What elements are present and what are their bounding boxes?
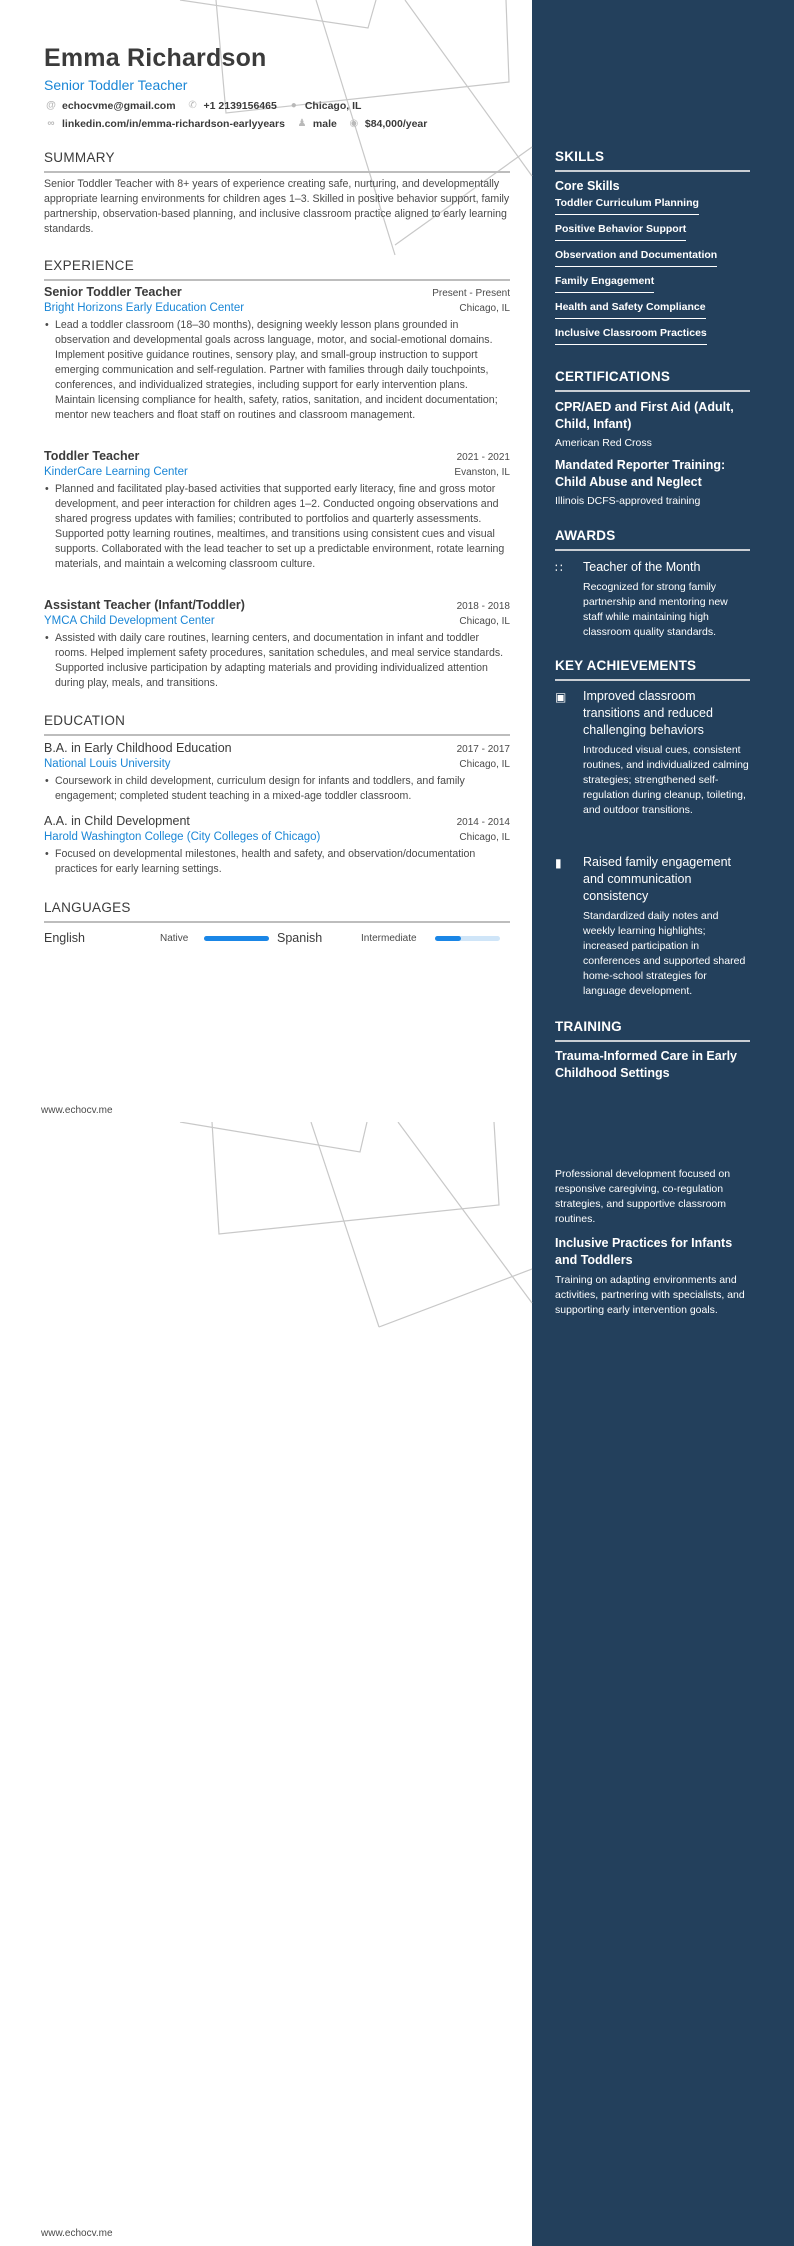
school: National Louis University [44,758,171,770]
job-bullet: • Planned and facilitated play-based activities that supported early literacy, fine and gross motor development, and peer interaction for children ages 1–2. Conducted ongoing observations and shared progress updates with families; contributed to portfolios and quarterly assessments. Supported potty learning routines, mealtimes, and transitions using consistent cues and visual supports. Collaborated with the lead teacher to set up a predictable environment, rotate learning materials, and maintain a welcoming classroom culture. [44,482,510,572]
job-location: Chicago, IL [459,616,510,627]
language-bar-fill [435,936,461,941]
contact-linkedin[interactable] [44,118,285,130]
contact-phone[interactable] [186,100,277,112]
job-company: Bright Horizons Early Education Center [44,302,245,314]
candidate-title: Senior Toddler Teacher [44,77,188,93]
skill-item: Inclusive Classroom Practices [555,327,707,345]
experience-item [44,285,510,423]
location-text: Chicago, IL [304,100,362,112]
certification-issuer: American Red Cross [555,437,652,449]
salary-text: $84,000/year [364,118,428,130]
experience-item [44,598,510,691]
contact-email[interactable] [44,100,176,112]
experience-item [44,449,510,572]
skills-group-label: Core Skills [555,179,620,193]
contact-gender [295,118,337,130]
language-bar [204,936,269,941]
achievement-item [555,854,750,999]
school: Harold Washington College (City Colleges of Chicago) [44,831,321,843]
degree: A.A. in Child Development [44,814,190,828]
education-item [44,814,510,877]
skill-item: Family Engagement [555,275,654,293]
job-bullet: • Lead a toddler classroom (18–30 months), designing weekly lesson plans grounded in observation and developmental goals across language, motor, and social-emotional domains. Implement positive guidance routines, sensory play, and small-group instruction to support emerging communication and self-regulation. Partner with families through daily touchpoints, conferences, and individualized strategies, including support for early intervention plans. Maintain licensing compliance for health, safety, ratios, sanitation, and incident documentation; mentor new teachers and float staff on routines and classroom management. [44,318,510,423]
training-item-continued [555,1167,750,1318]
award-icon: ∷ [555,561,563,575]
contact-row-1 [44,100,371,112]
link-icon: ∞ [47,118,55,129]
skill-item: Observation and Documentation [555,249,717,267]
job-date: 2021 - 2021 [456,452,510,463]
education-item [44,741,510,804]
training-heading: TRAINING [555,1019,750,1042]
achievements-heading: KEY ACHIEVEMENTS [555,658,750,681]
education-bullet: • Focused on developmental milestones, health and safety, and observation/documentation practices for early learning settings. [44,847,510,877]
contact-location [287,100,362,112]
languages-list [44,931,510,945]
certification-name: Mandated Reporter Training: Child Abuse and Neglect [555,458,726,489]
training-description: Professional development focused on responsive caregiving, co-regulation strategies, and supportive classroom routines. [555,1168,731,1225]
phone-icon: ✆ [188,100,197,111]
money-icon: ◉ [349,118,359,129]
achievement-description: Standardized daily notes and weekly learning highlights; increased participation in conferences and supported shared home-school strategies for language development. [583,910,746,997]
contact-row-2 [44,118,437,130]
language-level: Native [160,932,189,944]
language-item [277,931,510,945]
map-pin-icon: ● [290,100,297,111]
camera-icon: ▣ [555,690,567,704]
language-item [44,931,277,945]
certification-issuer: Illinois DCFS-approved training [555,495,701,507]
education-bullet: • Coursework in child development, curriculum design for infants and toddlers, and family engagement; completed student teaching in a mixed-age toddler classroom. [44,774,510,804]
achievement-description: Introduced visual cues, consistent routines, and individualized calming strategies; strengthened self-regulation during cleanup, toileting, and outdoor transitions. [583,744,749,816]
summary-heading: SUMMARY [44,150,510,173]
experience-heading: EXPERIENCE [44,258,510,281]
training-item [555,1048,750,1082]
award-title: Teacher of the Month [583,560,701,574]
language-name: Spanish [277,931,323,945]
job-bullet: • Assisted with daily care routines, learning centers, and documentation in infant and toddler rooms. Helped implement safety procedures, sanitation schedules, and meal service standards. Supported inclusive participation by adapting materials and providing individualized attention during play, meals, and transitions. [44,631,510,691]
job-date: Present - Present [432,288,510,299]
job-location: Chicago, IL [459,303,510,314]
contact-salary [347,118,427,130]
job-date: 2018 - 2018 [456,601,510,612]
job-role: Toddler Teacher [44,449,140,463]
email-text: echocvme@gmail.com [62,100,176,112]
achievement-item [555,688,750,818]
certification-name: CPR/AED and First Aid (Adult, Child, Infant) [555,400,734,431]
language-bar [435,936,500,941]
at-icon: @ [46,100,56,111]
training-title: Trauma-Informed Care in Early Childhood Settings [555,1049,738,1080]
skill-item: Health and Safety Compliance [555,301,706,319]
awards-heading: AWARDS [555,528,750,551]
school-location: Chicago, IL [459,759,510,770]
certifications-list [555,399,750,507]
phone-text: +1 2139156465 [203,100,277,112]
job-company: KinderCare Learning Center [44,466,188,478]
skill-item: Positive Behavior Support [555,223,686,241]
gender-text: male [312,118,337,130]
language-level: Intermediate [361,932,417,944]
job-role: Assistant Teacher (Infant/Toddler) [44,598,245,612]
job-company: YMCA Child Development Center [44,615,215,627]
achievement-title: Raised family engagement and communication consistency [583,855,731,903]
language-bar-fill [204,936,269,941]
certifications-heading: CERTIFICATIONS [555,369,750,392]
footer-link[interactable]: www.echocv.me [41,1105,113,1116]
award-item [555,559,750,640]
training-title: Inclusive Practices for Infants and Toddlers [555,1236,733,1267]
job-role: Senior Toddler Teacher [44,285,182,299]
education-heading: EDUCATION [44,713,510,736]
education-date: 2017 - 2017 [456,744,510,755]
skill-item: Toddler Curriculum Planning [555,197,699,215]
footer-link[interactable]: www.echocv.me [41,2228,113,2239]
document-icon: ▮ [555,856,562,870]
award-description: Recognized for strong family partnership and mentoring new staff while maintaining high classroom quality standards. [583,581,728,638]
school-location: Chicago, IL [459,832,510,843]
skills-heading: SKILLS [555,149,750,172]
education-date: 2014 - 2014 [456,817,510,828]
achievement-title: Improved classroom transitions and reduced challenging behaviors [583,689,713,737]
candidate-name: Emma Richardson [44,44,267,72]
training-description: Training on adapting environments and activities, partnering with specialists, and supporting early intervention goals. [555,1274,745,1316]
user-icon: ♟ [297,118,307,129]
language-name: English [44,931,85,945]
job-location: Evanston, IL [454,467,510,478]
skills-list [555,179,750,345]
linkedin-text: linkedin.com/in/emma-richardson-earlyyears [62,118,285,130]
languages-heading: LANGUAGES [44,900,510,923]
summary-text: Senior Toddler Teacher with 8+ years of experience creating safe, nurturing, and developmentally appropriate learning environments for children ages 1–3. Skilled in positive behavior support, family partnership, observation-based planning, and inclusive classroom practice aligned to early learning standards. [44,178,510,235]
degree: B.A. in Early Childhood Education [44,741,232,755]
